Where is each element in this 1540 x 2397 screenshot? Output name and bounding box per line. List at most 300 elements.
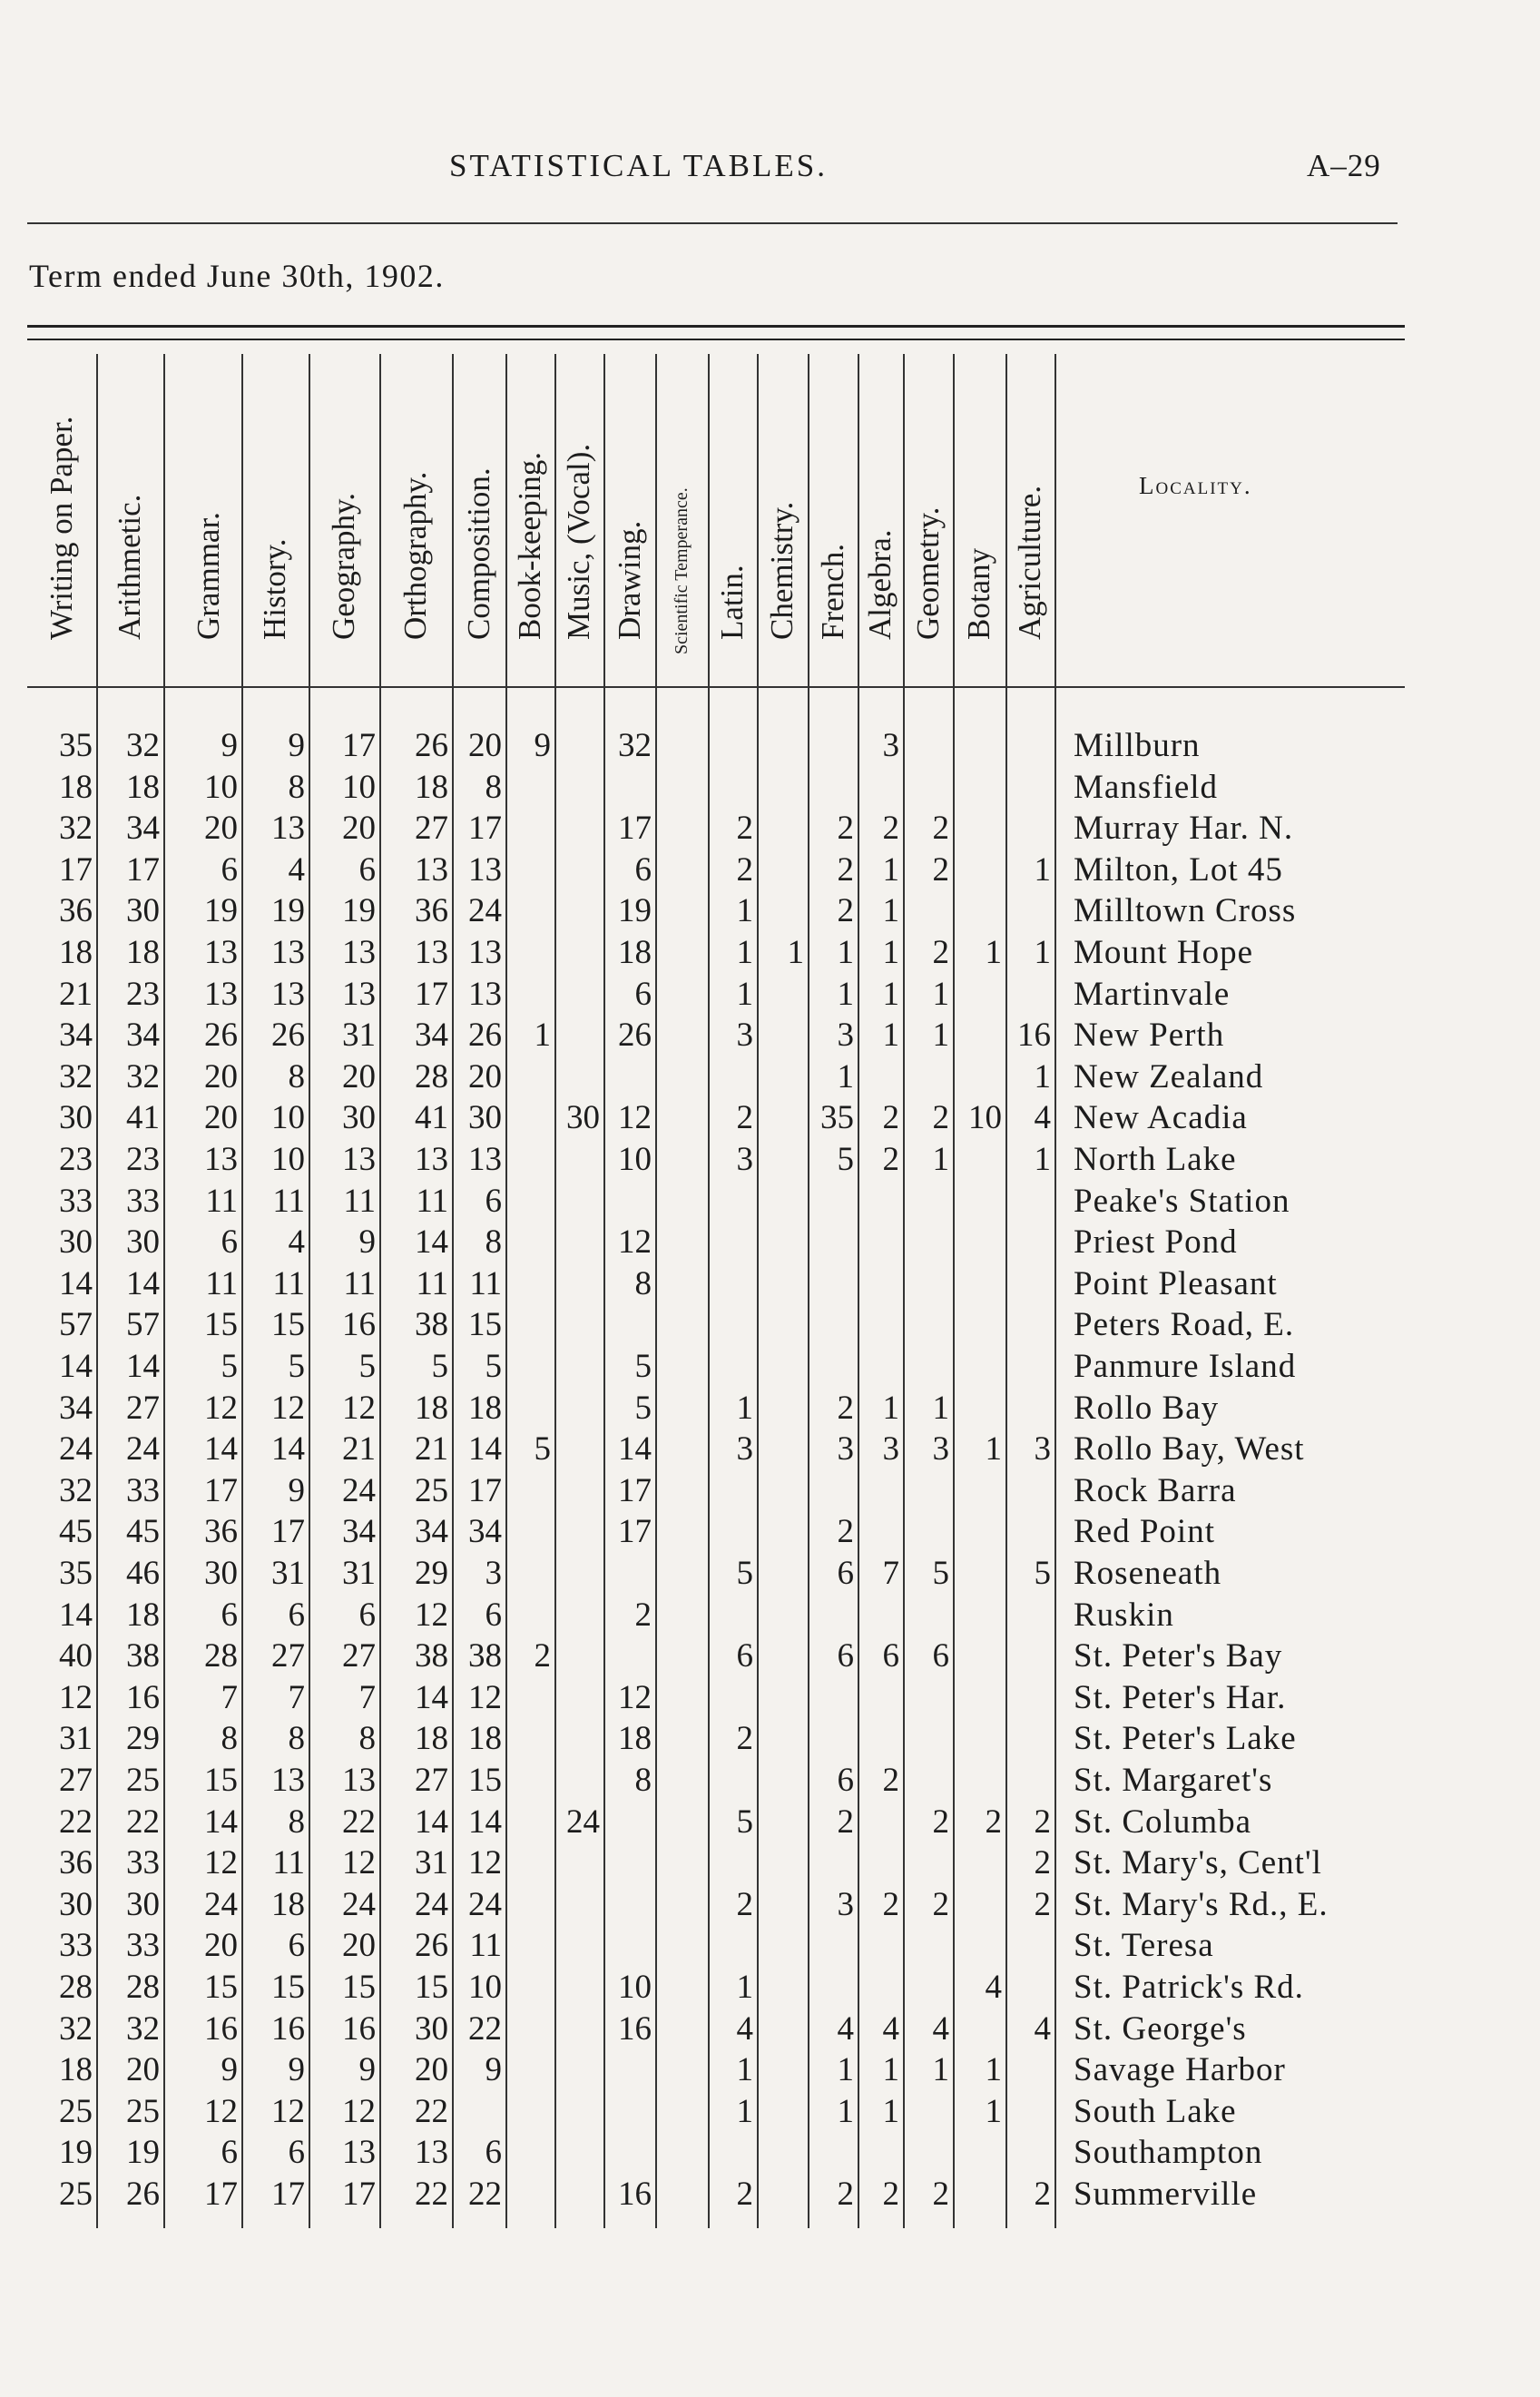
table-cell: 31 xyxy=(342,1555,376,1592)
table-cell: 10 xyxy=(968,1099,1002,1137)
table-cell: 57 xyxy=(126,1306,160,1344)
table-cell: 24 xyxy=(342,1471,376,1509)
table-cell: 12 xyxy=(271,1389,305,1427)
table-cell: 3 xyxy=(837,1430,854,1469)
table-row xyxy=(0,1885,1540,1927)
table-cell: 1 xyxy=(882,1389,899,1427)
table-cell: 32 xyxy=(59,1471,93,1509)
table-cell: 20 xyxy=(126,2051,160,2089)
table-cell: 31 xyxy=(59,1720,93,1758)
table-cell: 2 xyxy=(837,850,854,889)
table-cell: 17 xyxy=(126,850,160,889)
table-cell: 15 xyxy=(271,1306,305,1344)
column-header xyxy=(241,354,309,674)
locality-name: Panmure Island xyxy=(1074,1348,1297,1385)
table-cell: 32 xyxy=(618,727,652,764)
table-cell: 25 xyxy=(59,2176,93,2213)
table-row xyxy=(0,1264,1540,1306)
column-header xyxy=(953,354,1005,674)
table-cell: 2 xyxy=(837,810,854,848)
locality-name: Ruskin xyxy=(1074,1596,1174,1634)
table-cell: 38 xyxy=(468,1637,502,1675)
table-cell: 1 xyxy=(882,975,899,1013)
table-cell: 32 xyxy=(59,1057,93,1095)
table-cell: 13 xyxy=(468,1141,502,1178)
table-cell: 23 xyxy=(126,975,160,1013)
column-header xyxy=(175,354,241,674)
table-cell: 2 xyxy=(932,934,949,971)
table-cell: 4 xyxy=(1034,2009,1051,2048)
column-header xyxy=(96,354,163,674)
table-cell: 17 xyxy=(342,2176,376,2213)
table-cell: 2 xyxy=(736,1720,753,1758)
locality-header: Locality. xyxy=(1139,472,1252,499)
table-cell: 18 xyxy=(126,934,160,971)
table-cell: 13 xyxy=(415,934,448,971)
table-cell: 13 xyxy=(271,810,305,848)
table-cell: 10 xyxy=(618,1141,652,1178)
table-cell: 6 xyxy=(837,1637,854,1675)
table-cell: 2 xyxy=(1034,2176,1051,2213)
table-cell: 6 xyxy=(358,850,376,889)
table-cell: 2 xyxy=(882,1141,899,1178)
table-cell: 28 xyxy=(59,1969,93,2006)
table-cell: 2 xyxy=(736,810,753,848)
table-cell: 6 xyxy=(221,1596,238,1634)
table-cell: 38 xyxy=(126,1637,160,1675)
table-cell: 10 xyxy=(618,1969,652,2006)
header-rule xyxy=(27,222,1398,224)
table-cell: 3 xyxy=(882,1430,899,1469)
table-cell: 3 xyxy=(932,1430,949,1469)
table-cell: 4 xyxy=(932,2009,949,2048)
table-cell: 17 xyxy=(468,810,502,848)
table-cell: 2 xyxy=(882,2176,899,2213)
table-cell: 2 xyxy=(634,1596,652,1634)
table-cell: 11 xyxy=(272,1182,305,1220)
table-cell: 14 xyxy=(126,1264,160,1302)
table-cell: 17 xyxy=(468,1471,502,1509)
table-row xyxy=(0,1057,1540,1099)
table-cell: 13 xyxy=(468,934,502,971)
table-cell: 5 xyxy=(837,1141,854,1178)
table-cell: 12 xyxy=(468,1678,502,1716)
table-cell: 5 xyxy=(634,1348,652,1385)
table-cell: 34 xyxy=(415,1513,448,1551)
table-cell: 1 xyxy=(985,2092,1002,2130)
table-cell: 3 xyxy=(837,1885,854,1923)
table-row xyxy=(0,975,1540,1017)
table-cell: 18 xyxy=(126,768,160,806)
table-cell: 1 xyxy=(882,934,899,971)
table-row xyxy=(0,1636,1540,1678)
table-row xyxy=(0,2092,1540,2134)
table-cell: 24 xyxy=(126,1430,160,1469)
table-row xyxy=(0,1140,1540,1182)
table-cell: 20 xyxy=(468,1057,502,1095)
table-cell: 11 xyxy=(343,1182,376,1220)
table-cell: 18 xyxy=(271,1885,305,1923)
table-cell: 5 xyxy=(1034,1555,1051,1592)
table-cell: 5 xyxy=(932,1555,949,1592)
locality-name: Roseneath xyxy=(1074,1555,1222,1592)
locality-name: St. Peter's Lake xyxy=(1074,1720,1297,1758)
table-cell: 12 xyxy=(204,1389,238,1427)
column-header-label: Orthography. xyxy=(397,471,433,640)
column-header-label: Geometry. xyxy=(909,506,946,640)
header-bottom-rule xyxy=(27,686,1405,688)
table-cell: 33 xyxy=(126,1927,160,1965)
locality-name: New Perth xyxy=(1074,1017,1225,1055)
table-cell: 5 xyxy=(431,1348,448,1385)
table-cell: 1 xyxy=(1034,850,1051,889)
table-cell: 16 xyxy=(618,2176,652,2213)
column-header xyxy=(452,354,505,674)
table-cell: 8 xyxy=(485,1223,502,1262)
table-row xyxy=(0,1347,1540,1389)
table-cell: 1 xyxy=(932,1389,949,1427)
table-cell: 14 xyxy=(618,1430,652,1469)
table-cell: 14 xyxy=(415,1223,448,1262)
table-cell: 2 xyxy=(932,1885,949,1923)
table-cell: 5 xyxy=(534,1430,551,1469)
locality-name: Rollo Bay xyxy=(1074,1389,1220,1427)
table-cell: 2 xyxy=(837,1513,854,1551)
table-cell: 23 xyxy=(126,1141,160,1178)
table-cell: 14 xyxy=(59,1264,93,1302)
table-cell: 33 xyxy=(126,1182,160,1220)
table-cell: 5 xyxy=(485,1348,502,1385)
table-cell: 5 xyxy=(634,1389,652,1427)
table-row xyxy=(0,1554,1540,1596)
table-cell: 6 xyxy=(221,2134,238,2172)
table-cell: 1 xyxy=(882,1017,899,1055)
table-cell: 1 xyxy=(837,975,854,1013)
table-cell: 9 xyxy=(485,2051,502,2089)
table-cell: 30 xyxy=(204,1555,238,1592)
table-cell: 11 xyxy=(205,1182,238,1220)
table-cell: 2 xyxy=(932,1803,949,1841)
table-cell: 2 xyxy=(932,810,949,848)
table-cell: 8 xyxy=(634,1264,652,1302)
table-cell: 1 xyxy=(736,1389,753,1427)
table-cell: 12 xyxy=(415,1596,448,1634)
table-cell: 15 xyxy=(271,1969,305,2006)
column-header xyxy=(603,354,655,674)
column-header xyxy=(27,354,96,674)
table-row xyxy=(0,1761,1540,1803)
locality-name: Southampton xyxy=(1074,2134,1263,2172)
table-cell: 10 xyxy=(271,1099,305,1137)
table-cell: 2 xyxy=(985,1803,1002,1841)
locality-name: Savage Harbor xyxy=(1074,2051,1286,2089)
table-cell: 11 xyxy=(272,1264,305,1302)
locality-name: New Acadia xyxy=(1074,1099,1248,1137)
table-cell: 3 xyxy=(485,1555,502,1592)
table-cell: 7 xyxy=(882,1555,899,1592)
table-cell: 2 xyxy=(882,1885,899,1923)
table-cell: 32 xyxy=(59,810,93,848)
table-cell: 22 xyxy=(468,2176,502,2213)
table-cell: 1 xyxy=(787,934,804,971)
table-cell: 20 xyxy=(342,1927,376,1965)
table-cell: 8 xyxy=(485,768,502,806)
table-row xyxy=(0,1182,1540,1223)
table-cell: 24 xyxy=(415,1885,448,1923)
page-number: A–29 xyxy=(1307,148,1381,183)
table-cell: 21 xyxy=(342,1430,376,1469)
column-header-label: History. xyxy=(257,538,292,640)
table-cell: 22 xyxy=(415,2092,448,2130)
column-header xyxy=(757,354,808,674)
column-header-label: Algebra. xyxy=(862,529,898,640)
locality-name: St. Mary's, Cent'l xyxy=(1074,1844,1322,1882)
table-row xyxy=(0,1926,1540,1968)
table-cell: 26 xyxy=(468,1017,502,1055)
table-row xyxy=(0,809,1540,850)
table-cell: 10 xyxy=(468,1969,502,2006)
table-cell: 8 xyxy=(358,1720,376,1758)
table-row xyxy=(0,1678,1540,1720)
table-cell: 14 xyxy=(415,1803,448,1841)
table-cell: 24 xyxy=(59,1430,93,1469)
table-cell: 1 xyxy=(985,934,1002,971)
table-cell: 12 xyxy=(618,1099,652,1137)
table-cell: 16 xyxy=(126,1678,160,1716)
table-cell: 36 xyxy=(59,1844,93,1882)
table-cell: 8 xyxy=(221,1720,238,1758)
table-cell: 26 xyxy=(415,1927,448,1965)
table-cell: 35 xyxy=(820,1099,854,1137)
table-cell: 34 xyxy=(59,1017,93,1055)
column-header-label: Music, (Vocal). xyxy=(561,443,596,640)
locality-name: South Lake xyxy=(1074,2092,1237,2130)
table-cell: 4 xyxy=(1034,1099,1051,1137)
table-cell: 10 xyxy=(271,1141,305,1178)
table-cell: 1 xyxy=(985,1430,1002,1469)
table-cell: 36 xyxy=(59,892,93,930)
locality-name: Peake's Station xyxy=(1074,1182,1290,1220)
table-cell: 11 xyxy=(416,1182,448,1220)
table-cell: 9 xyxy=(288,2051,305,2089)
table-cell: 5 xyxy=(736,1555,753,1592)
table-cell: 31 xyxy=(342,1017,376,1055)
column-header xyxy=(808,354,858,674)
table-cell: 19 xyxy=(342,892,376,930)
table-cell: 15 xyxy=(468,1762,502,1799)
table-cell: 20 xyxy=(342,1057,376,1095)
table-cell: 27 xyxy=(342,1637,376,1675)
table-cell: 14 xyxy=(59,1348,93,1385)
table-cell: 34 xyxy=(342,1513,376,1551)
table-cell: 11 xyxy=(469,1264,502,1302)
table-row xyxy=(0,726,1540,768)
column-header-label: Scientific Temperance. xyxy=(672,487,692,654)
table-cell: 31 xyxy=(271,1555,305,1592)
table-cell: 23 xyxy=(59,1141,93,1178)
table-cell: 17 xyxy=(59,850,93,889)
table-cell: 19 xyxy=(59,2134,93,2172)
column-header xyxy=(554,354,603,674)
table-cell: 17 xyxy=(618,1471,652,1509)
table-cell: 18 xyxy=(415,1389,448,1427)
table-cell: 2 xyxy=(932,2176,949,2213)
table-cell: 13 xyxy=(415,2134,448,2172)
locality-name: Rollo Bay, West xyxy=(1074,1430,1305,1469)
table-cell: 11 xyxy=(343,1264,376,1302)
locality-name: St. Mary's Rd., E. xyxy=(1074,1885,1329,1923)
column-header-label: Botany xyxy=(961,547,996,640)
table-cell: 11 xyxy=(272,1844,305,1882)
table-cell: 20 xyxy=(342,810,376,848)
table-cell: 26 xyxy=(415,727,448,764)
locality-name: Martinvale xyxy=(1074,975,1231,1013)
table-cell: 46 xyxy=(126,1555,160,1592)
table-cell: 2 xyxy=(837,892,854,930)
table-cell: 13 xyxy=(342,1762,376,1799)
table-cell: 35 xyxy=(59,727,93,764)
table-cell: 12 xyxy=(271,2092,305,2130)
table-cell: 30 xyxy=(59,1223,93,1262)
column-header xyxy=(309,354,379,674)
table-cell: 3 xyxy=(837,1017,854,1055)
table-cell: 18 xyxy=(415,1720,448,1758)
locality-name: St. Peter's Bay xyxy=(1074,1637,1283,1675)
table-cell: 13 xyxy=(415,850,448,889)
table-cell: 24 xyxy=(342,1885,376,1923)
table-cell: 16 xyxy=(271,2009,305,2048)
table-cell: 13 xyxy=(271,934,305,971)
table-cell: 26 xyxy=(204,1017,238,1055)
table-cell: 1 xyxy=(736,2092,753,2130)
table-cell: 19 xyxy=(126,2134,160,2172)
column-header-label: Arithmetic. xyxy=(112,494,147,640)
column-header-label: Agriculture. xyxy=(1012,485,1047,640)
table-cell: 33 xyxy=(126,1471,160,1509)
table-cell: 3 xyxy=(736,1017,753,1055)
table-cell: 1 xyxy=(736,975,753,1013)
table-cell: 15 xyxy=(342,1969,376,2006)
table-cell: 1 xyxy=(837,934,854,971)
table-cell: 12 xyxy=(618,1678,652,1716)
table-row xyxy=(0,1596,1540,1637)
table-cell: 2 xyxy=(736,1885,753,1923)
locality-name: Milltown Cross xyxy=(1074,892,1297,930)
table-cell: 6 xyxy=(882,1637,899,1675)
table-cell: 14 xyxy=(59,1596,93,1634)
column-header-label: Writing on Paper. xyxy=(44,416,79,640)
table-cell: 15 xyxy=(204,1969,238,2006)
table-cell: 21 xyxy=(59,975,93,1013)
table-cell: 6 xyxy=(736,1637,753,1675)
table-cell: 5 xyxy=(288,1348,305,1385)
table-cell: 14 xyxy=(271,1430,305,1469)
table-cell: 1 xyxy=(534,1017,551,1055)
table-cell: 17 xyxy=(271,1513,305,1551)
locality-name: Murray Har. N. xyxy=(1074,810,1294,848)
table-cell: 18 xyxy=(468,1720,502,1758)
table-row xyxy=(0,1305,1540,1347)
table-cell: 1 xyxy=(837,2092,854,2130)
locality-name: Summerville xyxy=(1074,2176,1258,2213)
table-cell: 2 xyxy=(1034,1803,1051,1841)
table-row xyxy=(0,891,1540,933)
table-cell: 2 xyxy=(837,2176,854,2213)
table-cell: 16 xyxy=(204,2009,238,2048)
table-cell: 14 xyxy=(468,1803,502,1841)
table-cell: 14 xyxy=(204,1803,238,1841)
table-cell: 20 xyxy=(204,810,238,848)
table-cell: 24 xyxy=(204,1885,238,1923)
table-row xyxy=(0,1471,1540,1513)
table-cell: 22 xyxy=(59,1803,93,1841)
table-cell: 30 xyxy=(126,1885,160,1923)
table-cell: 14 xyxy=(126,1348,160,1385)
table-cell: 12 xyxy=(468,1844,502,1882)
table-cell: 21 xyxy=(415,1430,448,1469)
table-cell: 17 xyxy=(342,727,376,764)
table-cell: 7 xyxy=(358,1678,376,1716)
table-cell: 8 xyxy=(288,1803,305,1841)
table-row xyxy=(0,2009,1540,2051)
column-header xyxy=(858,354,903,674)
table-cell: 29 xyxy=(415,1555,448,1592)
column-header xyxy=(379,354,452,674)
locality-name: St. Patrick's Rd. xyxy=(1074,1969,1304,2006)
table-cell: 27 xyxy=(271,1637,305,1675)
table-cell: 13 xyxy=(342,975,376,1013)
table-cell: 8 xyxy=(288,1057,305,1095)
table-cell: 30 xyxy=(126,892,160,930)
table-cell: 16 xyxy=(618,2009,652,2048)
table-cell: 8 xyxy=(288,768,305,806)
table-cell: 1 xyxy=(736,2051,753,2089)
table-cell: 34 xyxy=(126,1017,160,1055)
table-cell: 25 xyxy=(415,1471,448,1509)
table-cell: 6 xyxy=(485,2134,502,2172)
table-cell: 22 xyxy=(342,1803,376,1841)
table-cell: 1 xyxy=(1034,934,1051,971)
table-cell: 3 xyxy=(882,727,899,764)
table-cell: 27 xyxy=(415,1762,448,1799)
table-cell: 4 xyxy=(882,2009,899,2048)
column-header-label: Latin. xyxy=(714,565,750,640)
table-cell: 5 xyxy=(358,1348,376,1385)
table-cell: 6 xyxy=(634,975,652,1013)
table-cell: 6 xyxy=(221,850,238,889)
table-cell: 1 xyxy=(932,2051,949,2089)
table-cell: 32 xyxy=(59,2009,93,2048)
table-cell: 30 xyxy=(126,1223,160,1262)
table-cell: 17 xyxy=(618,1513,652,1551)
locality-name: Priest Pond xyxy=(1074,1223,1238,1262)
table-row xyxy=(0,768,1540,810)
table-cell: 2 xyxy=(882,1762,899,1799)
table-cell: 4 xyxy=(288,850,305,889)
table-cell: 18 xyxy=(59,934,93,971)
table-cell: 13 xyxy=(204,1141,238,1178)
table-cell: 26 xyxy=(271,1017,305,1055)
table-cell: 28 xyxy=(204,1637,238,1675)
table-cell: 9 xyxy=(288,727,305,764)
table-cell: 25 xyxy=(59,2092,93,2130)
table-cell: 34 xyxy=(126,810,160,848)
table-row xyxy=(0,1429,1540,1471)
table-cell: 6 xyxy=(932,1637,949,1675)
table-cell: 10 xyxy=(342,768,376,806)
table-cell: 13 xyxy=(468,850,502,889)
table-cell: 32 xyxy=(126,1057,160,1095)
